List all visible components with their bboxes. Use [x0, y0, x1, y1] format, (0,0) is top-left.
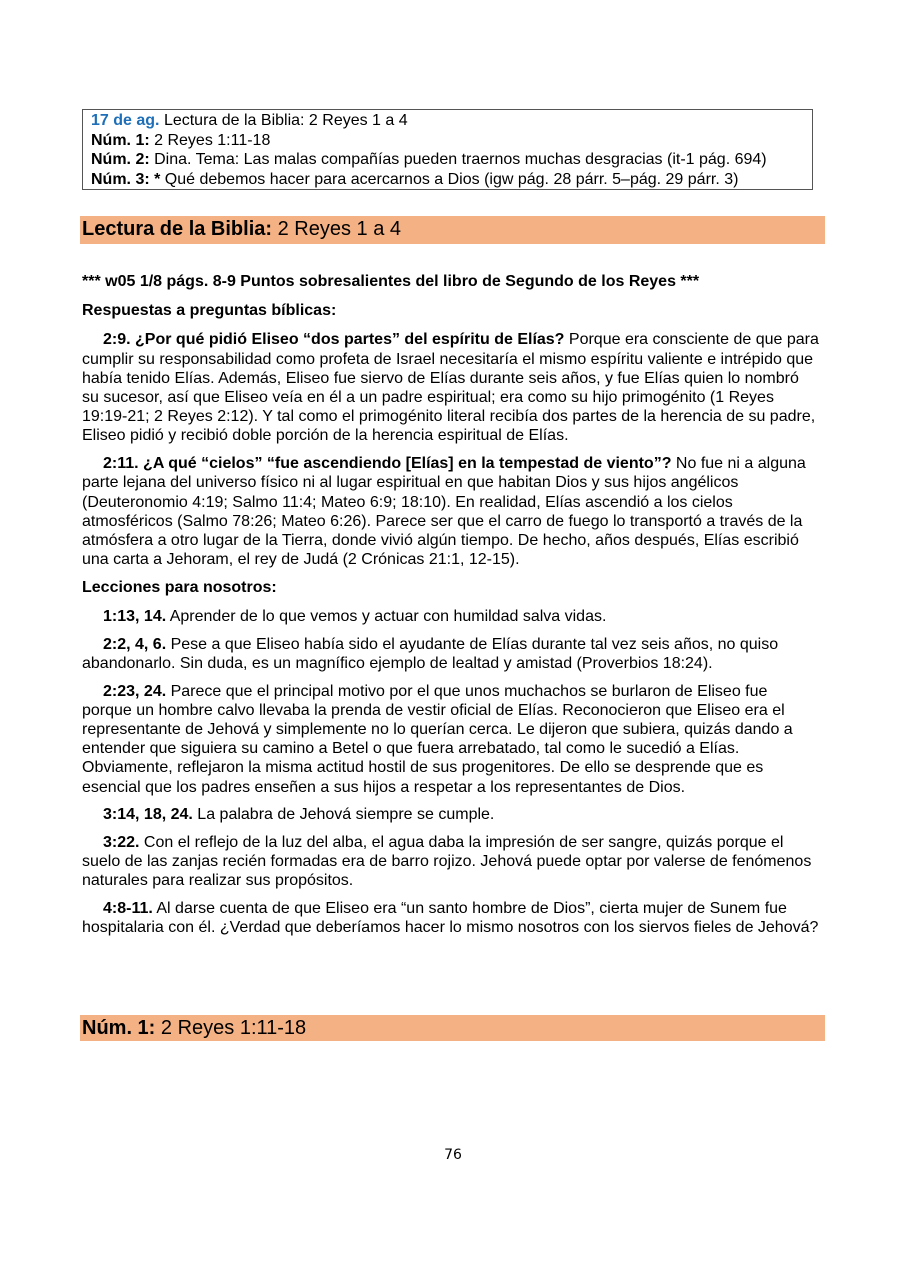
- questions-heading: Respuestas a preguntas bíblicas:: [82, 302, 337, 320]
- lesson-text: Pese a que Eliseo había sido el ayudante de Elías durante tal vez seis años, no quiso abandonarlo. Sin duda, es un magnífico ejemplo de lealtad y amistad (Proverbios 18:24).: [82, 635, 779, 672]
- question-paragraph: [82, 454, 820, 569]
- question-answer: No fue ni a alguna parte lejana del universo físico ni al lugar espiritual en que habitan Dios y sus hijos angélicos (Deuteronomio 4:19; Salmo 11:4; Mateo 6:9; 18:10). En realidad, Elías ascendió a los cielos atmosféricos (Salmo 78:26; Mateo 6:26). Parece ser que el carro de fuego lo transportó a través de la atmósfera a otro lugar de la Tierra, donde vivió algún tiempo. De hecho, años después, Elías escribió una carta a Jehoram, el rey de Judá (2 Crónicas 21:1, 12-15).: [82, 455, 806, 569]
- question-text: ¿A qué “cielos” “fue ascendiendo [Elías] en la tempestad de viento”?: [143, 455, 672, 473]
- schedule-box: [82, 109, 813, 190]
- lesson-ref: 2:23, 24.: [103, 682, 167, 700]
- question-ref: 2:9.: [103, 331, 131, 349]
- schedule-num3-label: Núm. 3: *: [91, 170, 161, 188]
- schedule-num3-text: Qué debemos hacer para acercarnos a Dios (igw pág. 28 párr. 5–pág. 29 párr. 3): [164, 170, 739, 188]
- lesson-text: La palabra de Jehová siempre se cumple.: [197, 806, 495, 824]
- lesson-ref: 1:13, 14.: [103, 608, 167, 626]
- question-ref: 2:11.: [103, 455, 139, 473]
- lesson-text: Con el reflejo de la luz del alba, el agua daba la impresión de ser sangre, quizás porque el suelo de las zanjas recién formadas era de barro rojizo. Jehová puede optar por valerse de fenómenos naturales para realizar sus propósitos.: [82, 834, 812, 890]
- schedule-row-num3: [91, 170, 812, 190]
- lesson-ref: 3:22.: [103, 834, 140, 852]
- lesson-paragraph: [82, 833, 820, 891]
- lesson-text: Parece que el principal motivo por el que unos muchachos se burlaron de Eliseo fue porque un hombre calvo llevaba la prenda de vestir oficial de Elías. Reconocieron que Eliseo era el representante de Jehová y simplemente no lo querían cerca. Le dijeron que subiera, quizás dando a entender que siguiera su camino a Betel o que fuera arrebatado, tal como le sucedió a Elías. Obviamente, reflejaron la misma actitud hostil de sus progenitores. De ello se desprende que es esencial que los padres enseñen a sus hijos a respetar a los representantes de Dios.: [82, 682, 793, 796]
- lesson-text: Aprender de lo que vemos y actuar con humildad salva vidas.: [169, 608, 607, 626]
- lesson-text: Al darse cuenta de que Eliseo era “un santo hombre de Dios”, cierta mujer de Sunem fue hospitalaria con él. ¿Verdad que deberíamos hacer lo mismo nosotros con los siervos fieles de Jehová?: [82, 900, 819, 937]
- schedule-row-reading: [91, 111, 812, 131]
- question-answer: Porque era consciente de que para cumplir su responsabilidad como profeta de Israel necesitaría el mismo espíritu valiente e intrépido que había tenido Elías. Además, Eliseo fue siervo de Elías durante seis años, y fue Elías quien lo nombró su sucesor, así que Eliseo veía en él a un padre espiritual; era como su hijo primogénito (1 Reyes 19:19-21; 2 Reyes 2:12). Y tal como el primogénito literal recibía dos partes de la herencia de su padre, Eliseo pidió y recibió doble porción de la herencia espiritual de Elías.: [82, 331, 819, 445]
- lesson-paragraph: [82, 682, 820, 797]
- schedule-num2-text: Dina. Tema: Las malas compañías pueden traernos muchas desgracias (it-1 pág. 694): [154, 151, 767, 168]
- section-heading-text: 2 Reyes 1 a 4: [277, 218, 402, 240]
- schedule-date: 17 de ag.: [91, 112, 160, 129]
- section-heading-num1: [80, 1015, 825, 1041]
- section-heading-text: 2 Reyes 1:11-18: [160, 1017, 307, 1039]
- schedule-row-num2: [91, 150, 812, 170]
- question-paragraph: [82, 330, 820, 445]
- lesson-paragraph: [82, 805, 820, 824]
- lesson-ref: 4:8-11.: [103, 900, 153, 918]
- section-heading-bible-reading: [80, 216, 825, 244]
- question-text: ¿Por qué pidió Eliseo “dos partes” del espíritu de Elías?: [135, 331, 565, 349]
- schedule-num1-text: 2 Reyes 1:11-18: [154, 131, 271, 149]
- schedule-num1-label: Núm. 1:: [91, 131, 150, 149]
- schedule-row-num1: [91, 131, 812, 151]
- lesson-paragraph: [82, 635, 820, 673]
- lesson-ref: 3:14, 18, 24.: [103, 806, 193, 824]
- article-title: *** w05 1/8 págs. 8-9 Puntos sobresalientes del libro de Segundo de los Reyes ***: [82, 273, 700, 290]
- article-body: [82, 272, 820, 946]
- section-heading-label: Núm. 1:: [82, 1017, 156, 1039]
- lessons-heading: Lecciones para nosotros:: [82, 578, 277, 596]
- lesson-ref: 2:2, 4, 6.: [103, 635, 167, 653]
- lesson-paragraph: [82, 899, 820, 937]
- section-heading-label: Lectura de la Biblia:: [82, 218, 273, 240]
- schedule-num2-label: Núm. 2:: [91, 151, 150, 168]
- page-number: 76: [444, 1147, 462, 1163]
- schedule-reading-text: Lectura de la Biblia: 2 Reyes 1 a 4: [163, 112, 408, 129]
- lesson-paragraph: [82, 607, 820, 626]
